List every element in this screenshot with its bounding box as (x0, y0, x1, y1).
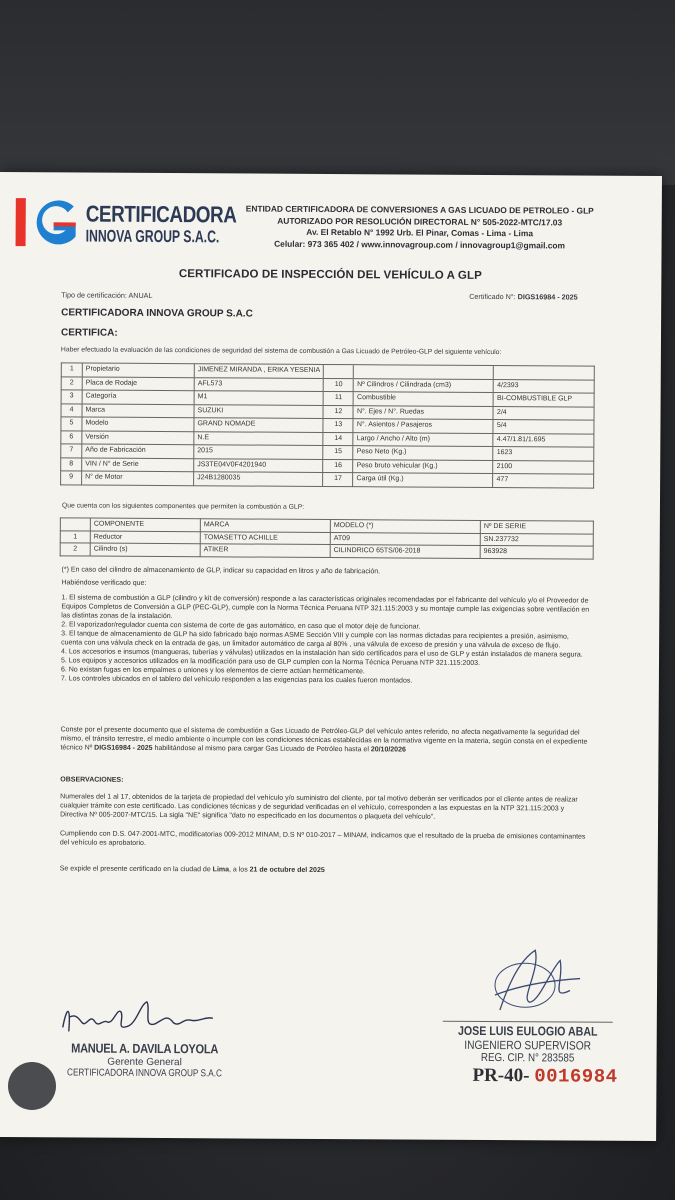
table-cell: Categoría (82, 390, 194, 404)
table-cell: N° de Motor (82, 471, 194, 485)
pr-number (472, 1065, 617, 1088)
issued-city: Lima (212, 866, 230, 874)
table-cell: Versión (82, 431, 194, 445)
table-cell: ATIKER (200, 544, 330, 557)
table-cell: 477 (493, 474, 594, 488)
table-cell: AT09 (330, 532, 480, 545)
table-cell: Peso Neto (Kg.) (353, 446, 493, 460)
observaciones-emissions: Cumpliendo con D.S. 047-2001-MTC, modificatorias 009-2012 MINAM, D.S Nº 010-2017 – MINAM, indicamos que el resultado de la prueba de emisiones contaminantes del vehículo es aprobatorio. (59, 830, 586, 847)
footnote: (*) En caso del cilindro de almacenamiento de GLP, indicar su capacidad en litros y año de fabricación. (61, 566, 381, 576)
logo-text-innova: INNOVA GROUP S.A.C. (85, 226, 220, 247)
table-cell: 1 (60, 530, 90, 543)
issued-date: 21 de octubre del 2025 (249, 866, 325, 874)
issued-text: Se expide el presente certificado en la ciudad de (59, 865, 213, 874)
table-cell: 10 (324, 378, 354, 392)
table-cell: 2/4 (493, 406, 594, 420)
right-signer-role: INGENIERO SUPERVISOR (464, 1037, 592, 1053)
company-logo (14, 196, 237, 253)
company-header (240, 203, 600, 251)
table-cell: BI-COMBUSTIBLE GLP (493, 393, 594, 407)
table-cell: Peso bruto vehicular (Kg.) (353, 459, 493, 473)
table-cell: N°. Asientos / Pasajeros (353, 419, 493, 433)
intro-text: Haber efectuado la evaluación de las condiciones de seguridad del sistema de combustión a Gas Licuado de Petróleo-GLP del siguiente vehículo: (60, 346, 502, 357)
right-signer-name: JOSE LUIS EULOGIO ABAL (457, 1023, 598, 1039)
table-cell: 4/2393 (494, 379, 595, 393)
table-cell: Carga útil (Kg.) (353, 473, 493, 487)
table-cell: VIN / N° de Serie (82, 458, 194, 472)
table-cell: Año de Fabricación (82, 444, 194, 458)
table-cell: Cilindro (s) (90, 543, 200, 556)
table-cell: CILINDRICO 65TS/06-2018 (330, 545, 480, 558)
table-cell: 5 (61, 417, 82, 431)
vehicle-table (60, 362, 595, 488)
table-cell: GRAND NOMADE (194, 418, 323, 432)
observaciones-heading: OBSERVACIONES: (60, 776, 124, 784)
table-cell: SN.237732 (480, 533, 593, 546)
table-cell: 4 (61, 403, 82, 417)
issued-line (60, 864, 590, 876)
document-title: CERTIFICADO DE INSPECCIÓN DEL VEHÍCULO A GLP (178, 268, 482, 282)
table-cell: 2 (60, 543, 90, 556)
left-signer-name: MANUEL A. DAVILA LOYOLA (71, 1040, 219, 1057)
table-cell: Placa de Rodaje (82, 377, 194, 391)
table-cell: 15 (323, 445, 353, 459)
certificate-page (0, 172, 662, 1141)
table-cell: 16 (323, 459, 353, 473)
header-line: Celular: 973 365 402 / www.innovagroup.com / innovagroup1@gmail.com (274, 238, 566, 250)
table-cell: 5/4 (493, 420, 594, 434)
table-cell (354, 365, 494, 379)
valid-until-date: 20/10/2026 (370, 746, 406, 754)
table-cell: Largo / Ancho / Alto (m) (353, 432, 493, 446)
table-cell: 2100 (493, 460, 594, 474)
table-cell: 17 (323, 472, 353, 486)
issued-text: , a los (229, 866, 250, 874)
table-header-cell (60, 518, 90, 531)
table-cell: N.E (194, 431, 323, 445)
certifica-heading: CERTIFICA: (60, 327, 118, 339)
table-cell: Combustible (353, 392, 493, 406)
certificate-number-label: Certificado N°: (469, 291, 516, 302)
list-item: 5. Los equipos y accesorios utilizados en la modificación para uso de GLP cumplen con la Norma Técnica Peruana NTP 321.115:2003. (60, 657, 480, 667)
table-cell: N°. Ejes / N°. Ruedas (353, 405, 493, 419)
camera-overlay-circle[interactable] (8, 1062, 56, 1110)
logo-text-certificadora: CERTIFICADORA (85, 200, 237, 228)
expediente-number: DIGS16984 - 2025 (94, 744, 153, 752)
table-cell: AFL573 (194, 377, 323, 391)
table-cell: JS3TE04V0F4201940 (194, 458, 323, 472)
table-cell: Marca (82, 404, 194, 418)
table-cell: 3 (61, 390, 82, 404)
dark-background (0, 0, 675, 185)
ig-logo-icon (14, 196, 86, 252)
header-line: Av. El Retablo N° 1992 Urb. El Pinar, Comas - Lima - Lima (306, 226, 534, 239)
conste-text: habilitándose al mismo para cargar Gas Licuado de Petróleo hasta el (152, 744, 371, 754)
table-cell: M1 (194, 391, 323, 405)
pr-serial-number: 0016984 (534, 1065, 618, 1088)
table-cell: 2015 (194, 445, 323, 459)
table-cell: 14 (323, 432, 353, 446)
table-cell: Reductor (90, 531, 200, 544)
left-signer-role: Gerente General (107, 1056, 182, 1069)
table-cell: Nº Cilindros / Cilindrada (cm3) (354, 378, 494, 392)
components-intro: Que cuenta con los siguientes componentes que permiten la combustión a GLP: (61, 502, 305, 511)
list-item: 2. El vaporizador/regulador cuenta con sistema de corte de gas automático, en caso que el motor deje de funcionar. (61, 621, 421, 631)
table-cell: 2 (61, 376, 82, 390)
table-cell: SUZUKI (194, 404, 323, 418)
list-item: 1. El sistema de combustión a GLP (cilindro y kit de conversión) responde a las características originales recomendadas por el fabricante del vehículo y/o el Proveedor de Equipos Completos de Conversión a GLP (PEC-GLP), cumple con la Norma Técnica Peruana NTP 321.115:2003 y su montaje cumple las exigencias sobre ventilación en las distintas zonas de la instalación. (61, 594, 590, 621)
table-row (60, 543, 593, 559)
table-cell: 11 (323, 391, 353, 405)
table-cell (494, 366, 595, 380)
header-line: AUTORIZADO POR RESOLUCIÓN DIRECTORAL N° 505-2022-MTC/17.03 (277, 215, 563, 227)
components-table (60, 517, 594, 559)
table-cell: Modelo (82, 417, 194, 431)
table-cell: JIMENEZ MIRANDA , ERIKA YESENIA (194, 364, 323, 378)
certification-type: Tipo de certificación: ANUAL (61, 290, 153, 300)
conste-paragraph (60, 725, 590, 755)
table-cell: 8 (61, 457, 82, 471)
table-cell (324, 364, 354, 378)
pr-prefix: PR-40- (472, 1064, 530, 1087)
verification-list (61, 593, 592, 686)
conste-text: Conste por el presente documento que el sistema de combustión a Gas Licuado de Petróleo-GLP del vehículo antes referido, no afecta negativamente la seguridad del mismo, el tránsito terrestre, el medio ambiente o incumple con las condiciones técnicas establecidas en la normativa vigente en la materia, según consta en el expediente técnico Nº (60, 726, 588, 752)
observaciones-text: Numerales del 1 al 17, obtenidos de la tarjeta de propiedad del vehículo y/o suministro del cliente, por tal motivo deberán ser verificados por el cliente antes de realizar cualquier trámite con este certificado. Las condiciones técnicas y de seguridad verificadas en el vehículo, corresponden a las expuestas en la NTP 321.115:2003 y Directiva Nº 005-2007-MTC/15. La sigla "NE" significa "dato no especificado en los documentos o plaqueta del vehículo". (60, 793, 578, 821)
table-cell: 6 (61, 430, 82, 444)
right-signer-reg: REG. CIP. N° 283585 (480, 1051, 575, 1065)
header-line: ENTIDAD CERTIFICADORA DE CONVERSIONES A GAS LICUADO DE PETROLEO - GLP (245, 203, 594, 216)
left-signature-scribble-icon (55, 997, 225, 1043)
table-cell: TOMASETTO ACHILLE (200, 531, 330, 544)
certificate-number-value: DIGS16984 - 2025 (517, 292, 578, 302)
table-cell: 13 (323, 418, 353, 432)
table-cell: 963928 (480, 545, 593, 558)
left-signature-block (44, 1040, 244, 1079)
table-cell: 4.47/1.81/1.695 (493, 433, 594, 447)
table-cell: Propietario (82, 363, 194, 377)
table-header-cell: COMPONENTE (90, 518, 200, 531)
table-header-cell: MARCA (200, 519, 330, 532)
certificate-number (469, 292, 577, 302)
table-cell: 9 (61, 471, 82, 485)
table-cell: 1623 (493, 447, 594, 461)
verified-heading: Habiéndose verificado que: (61, 579, 147, 587)
table-cell: 12 (323, 405, 353, 419)
list-item: 4. Los accesorios e insumos (mangueras, tuberías y válvulas) utilizados en la instalación han sido certificados para el uso de GLP y están instalados de manera segura. (61, 648, 583, 659)
list-item: 6. No existan fugas en los empalmes o uniones y los elementos de cierre actúan herméticamente. (60, 666, 365, 676)
table-row (61, 471, 594, 488)
left-signer-company: CERTIFICADORA INNOVA GROUP S.A.C (66, 1067, 222, 1080)
table-header-cell: MODELO (*) (330, 520, 480, 533)
right-signature-scribble-icon (480, 940, 590, 1021)
table-cell: 7 (61, 444, 82, 458)
table-header-cell: Nº DE SERIE (480, 520, 593, 533)
right-signature-block (443, 1021, 613, 1065)
list-item: 3. El tanque de almacenamiento de GLP ha sido fabricado bajo normas ASME Sección VIII y cumple con las normas dictadas para recipientes a presión, asimismo, cuenta con una válvula check en la entrada de gas, un limitador automático de carga al 80% , una válvula de exceso de presión y una válvula de exceso de flujo. (61, 630, 569, 650)
table-cell: 1 (61, 363, 82, 377)
table-cell: J24B1280035 (194, 472, 323, 486)
list-item: 7. Los controles ubicados en el tablero del vehículo responden a las exigencias para los cuales fueron montados. (60, 675, 413, 685)
company-name: CERTIFICADORA INNOVA GROUP S.A.C (61, 307, 253, 320)
